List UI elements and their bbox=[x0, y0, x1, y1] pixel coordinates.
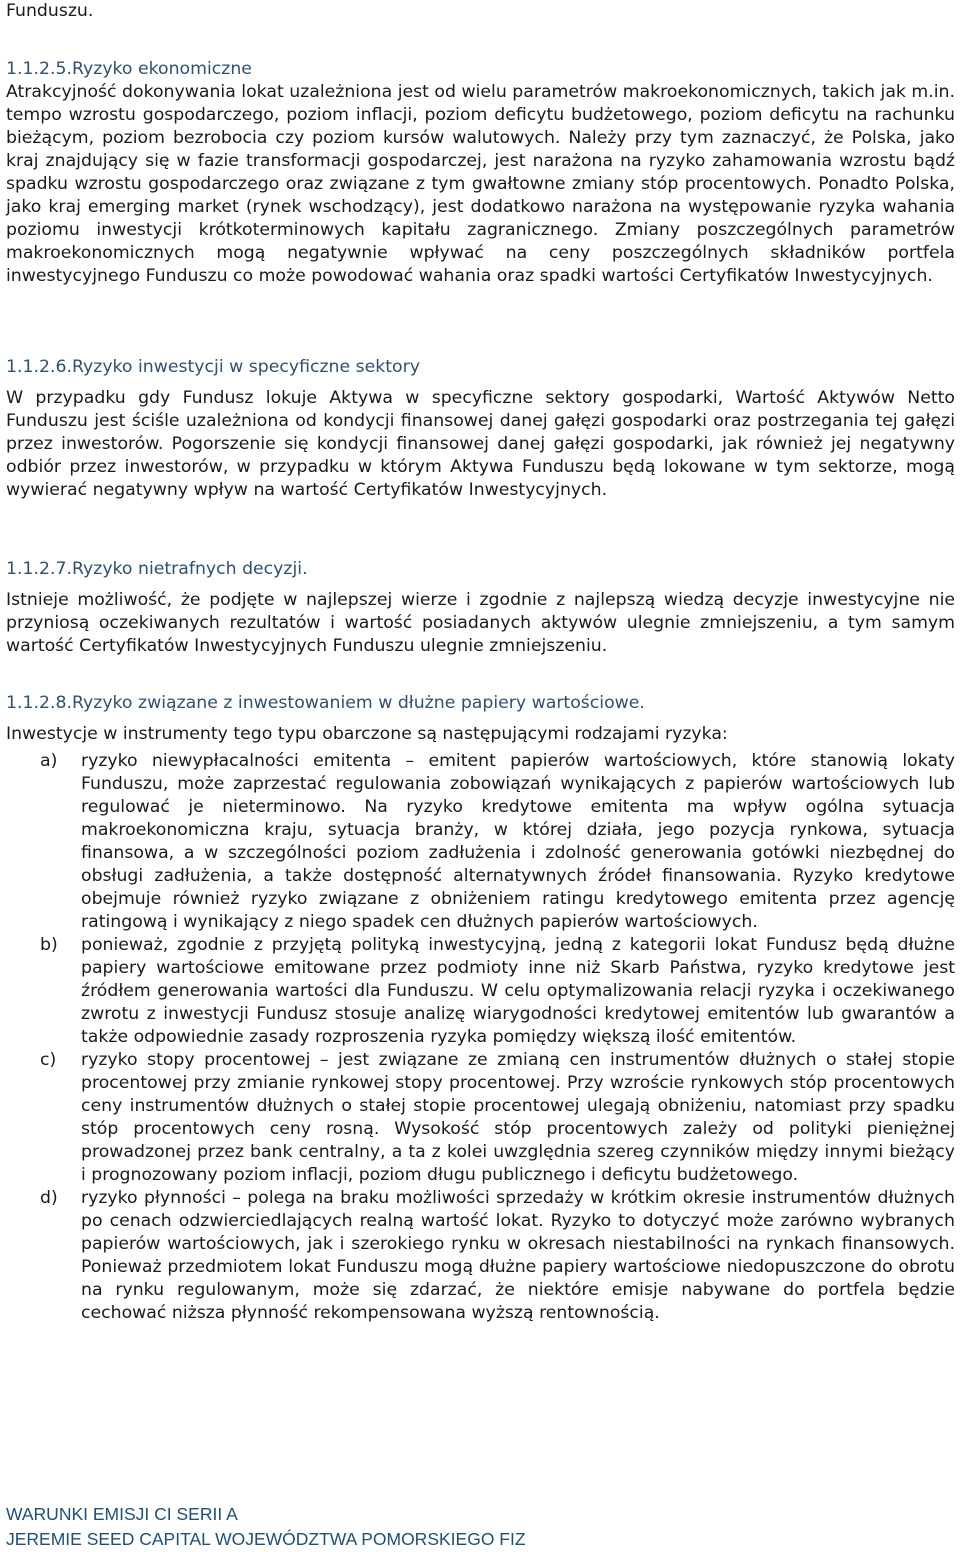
list-item bbox=[6, 750, 955, 934]
list-item-text: ryzyko niewypłacalności emitenta – emitent papierów wartościowych, które stanowią lokaty Funduszu, może zaprzestać regulowania zobowiązań wynikających z papierów wartościowych lub regulować je nieterminowo. Na ryzyko kredytowe emitenta ma wpływ ogólna sytuacja makroekonomiczna kraju, sytuacja branży, w której działa, jego pozycja rynkowa, sytuacja finansowa, a w szczególności poziom zadłużenia i zdolność generowania gotówki niezbędnej do obsługi zadłużenia, a także dostępność alternatywnych źródeł finansowania. Ryzyko kredytowe obejmuje również ryzyko związane z obniżeniem ratingu kredytowego emitenta przez agencję ratingową i wynikający z niego spadek cen dłużnych papierów wartościowych. bbox=[81, 751, 955, 932]
list-item-text: ryzyko stopy procentowej – jest związane ze zmianą cen instrumentów dłużnych o stałej stopie procentowej przy zmianie rynkowej stopy procentowej. Przy wzroście rynkowych stóp procentowych ceny instrumentów dłużnych o stałej stopie procentowej ulegają obniżeniu, natomiast przy spadku stóp procentowych ceny rosną. Wysokość stóp procentowych zależy od polityki pieniężnej prowadzonej przez bank centralny, a ta z kolei uwzględnia szereg czynników między innymi bieżący i prognozowany poziom inflacji, poziom długu publicznego i deficytu budżetowego. bbox=[81, 1050, 955, 1185]
footer-line-1: WARUNKI EMISJI CI SERII A bbox=[6, 1504, 238, 1524]
footer-line-2: JEREMIE SEED CAPITAL WOJEWÓDZTWA POMORSKIEGO FIZ bbox=[6, 1529, 526, 1549]
top-line: Funduszu. bbox=[6, 1, 94, 21]
list-marker: b) bbox=[40, 935, 58, 955]
list-item bbox=[6, 1187, 955, 1325]
section-sector-risk bbox=[6, 356, 955, 502]
section-paragraph: W przypadku gdy Fundusz lokuje Aktywa w specyficzne sektory gospodarki, Wartość Aktywów Netto Funduszu jest ściśle uzależniona od kondycji finansowej danej gałęzi gospodarki oraz postrzegania tej gałęzi przez inwestorów. Pogorszenie się kondycji finansowej danej gałęzi gospodarki, jak również jej negatywny odbiór przez inwestorów, w przypadku w którym Aktywa Funduszu będą lokowane w tym sektorze, mogą wywierać negatywny wpływ na wartość Certyfikatów Inwestycyjnych. bbox=[6, 388, 955, 500]
list-marker: d) bbox=[40, 1188, 58, 1208]
list-item-text: ponieważ, zgodnie z przyjętą polityką inwestycyjną, jedną z kategorii lokat Fundusz będą dłużne papiery wartościowe emitowane przez podmioty inne niż Skarb Państwa, ryzyko kredytowe jest źródłem generowania wartości dla Funduszu. W celu optymalizowania relacji ryzyka i oczekiwanego zwrotu z inwestycji Fundusz stosuje analizę wiarygodności kredytowej emitentów lub gwarantów a także odpowiednie zasady rozproszenia ryzyka pomiędzy większą ilość emitentów. bbox=[81, 935, 955, 1047]
risk-list bbox=[6, 750, 955, 1325]
section-heading: 1.1.2.8.Ryzyko związane z inwestowaniem w dłużne papiery wartościowe. bbox=[6, 693, 645, 713]
page-footer bbox=[6, 1502, 526, 1552]
list-item bbox=[6, 934, 955, 1049]
section-heading: 1.1.2.5.Ryzyko ekonomiczne bbox=[6, 59, 252, 79]
section-paragraph: Atrakcyjność dokonywania lokat uzależniona jest od wielu parametrów makroekonomicznych, takich jak m.in. tempo wzrostu gospodarczego, poziom inflacji, poziom deficytu budżetowego, poziom deficytu na rachunku bieżącym, poziom bezrobocia czy poziom kursów walutowych. Należy przy tym zaznaczyć, że Polska, jako kraj znajdujący się w fazie transformacji gospodarczej, jest narażona na ryzyko zahamowania wzrostu bądź spadku wzrostu gospodarczego oraz związane z tym gwałtowne zmiany stóp procentowych. Ponadto Polska, jako kraj emerging market (rynek wschodzący), jest dodatkowo narażona na występowanie ryzyka wahania poziomu inwestycji krótkoterminowych kapitału zagranicznego. Zmiany poszczególnych parametrów makroekonomicznych mogą negatywnie wpływać na ceny poszczególnych składników portfela inwestycyjnego Funduszu co może powodować wahania oraz spadki wartości Certyfikatów Inwestycyjnych. bbox=[6, 82, 955, 286]
list-item bbox=[6, 1049, 955, 1187]
list-item-text: ryzyko płynności – polega na braku możliwości sprzedaży w krótkim okresie instrumentów dłużnych po cenach odzwierciedlających realną wartość lokat. Ryzyko to dotyczyć może zarówno wybranych papierów wartościowych, jak i szerokiego rynku w okresach niestabilności na rynkach finansowych. Ponieważ przedmiotem lokat Funduszu mogą dłużne papiery wartościowe niedopuszczone do obrotu na rynku regulowanym, może się zdarzać, że niektóre emisje nabywane do portfela będzie cechować niższa płynność rekompensowana wyższą rentownością. bbox=[81, 1188, 955, 1323]
list-marker: a) bbox=[40, 751, 58, 771]
section-intro: Inwestycje w instrumenty tego typu obarczone są następującymi rodzajami ryzyka: bbox=[6, 724, 728, 744]
section-economic-risk bbox=[6, 58, 955, 288]
section-wrong-decisions-risk bbox=[6, 558, 955, 658]
section-debt-securities-risk bbox=[6, 692, 955, 1325]
section-heading: 1.1.2.7.Ryzyko nietrafnych decyzji. bbox=[6, 559, 308, 579]
section-paragraph: Istnieje możliwość, że podjęte w najlepszej wierze i zgodnie z najlepszą wiedzą decyzje inwestycyjne nie przyniosą oczekiwanych rezultatów i wartość posiadanych aktywów ulegnie zmniejszeniu, a tym samym wartość Certyfikatów Inwestycyjnych Funduszu ulegnie zmniejszeniu. bbox=[6, 590, 955, 656]
section-heading: 1.1.2.6.Ryzyko inwestycji w specyficzne sektory bbox=[6, 357, 420, 377]
list-marker: c) bbox=[40, 1050, 57, 1070]
